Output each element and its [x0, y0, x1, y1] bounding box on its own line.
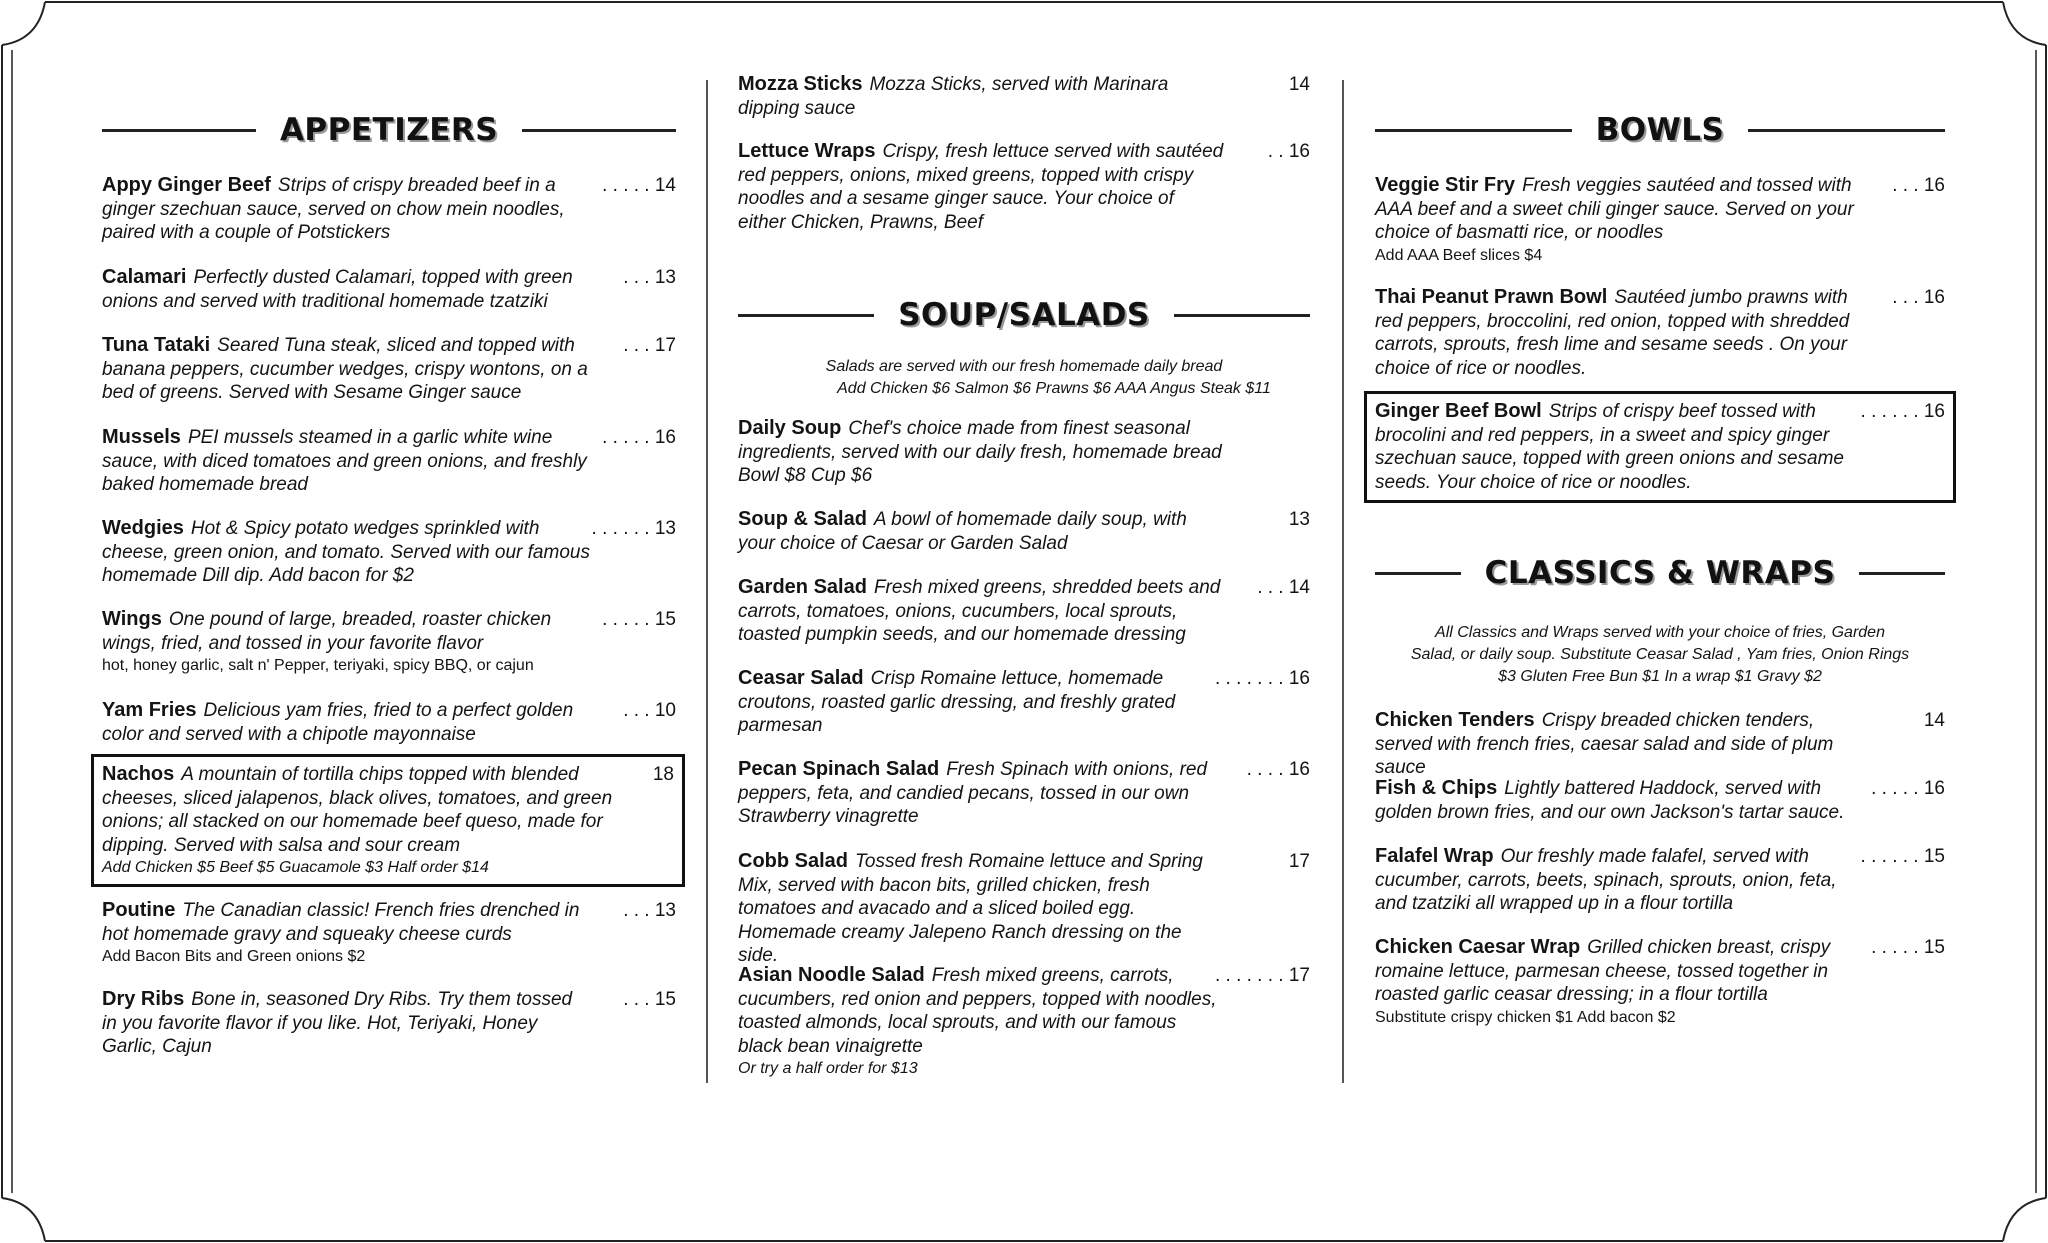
item-description: Fresh mixed greens, shredded beets and carrots, tomatoes, onions, cucumbers, local sprouts, toasted pumpkin seeds, and our homemade dressing: [738, 577, 1221, 645]
item-price: . . . 16: [1888, 174, 1945, 198]
intro-line: $3 Gluten Free Bun $1 In a wrap $1 Gravy $2: [1498, 668, 1822, 685]
item-description: Fresh mixed greens, carrots, cucumbers, red onion and peppers, topped with noodles, toasted almonds, local sprouts, and with our famous black bean vinaigrette: [738, 965, 1217, 1057]
item-description: Fresh veggies sautéed and tossed with AAA beef and a sweet chili ginger sauce. Served on your choice of basmatti rice, or noodles: [1375, 175, 1854, 243]
item-description: The Canadian classic! French fries drenched in hot homemade gravy and squeaky cheese curds: [102, 900, 580, 945]
menu-item-wings: [102, 608, 676, 676]
item-description: PEI mussels steamed in a garlic white wine sauce, with diced tomatoes and green onions, and freshly baked homemade bread: [102, 427, 587, 495]
menu-item-poutine: [102, 899, 676, 967]
soup-salads-heading: [738, 297, 1310, 333]
item-description: Sautéed jumbo prawns with red peppers, broccolini, red onion, topped with shredded carrots, sprouts, fresh lime and sesame seeds . On your choice of rice or noodles.: [1375, 287, 1850, 379]
item-price: . . . 13: [619, 266, 676, 290]
item-note: Add Chicken $5 Beef $5 Guacamole $3 Half order $14: [102, 859, 489, 876]
menu-item-mozza-sticks: [738, 73, 1310, 120]
menu-item-lettuce-wraps: [738, 140, 1310, 234]
menu-item-ceasar-salad: [738, 667, 1310, 738]
item-description: Lightly battered Haddock, served with golden brown fries, and our own Jackson's tartar sauce.: [1375, 778, 1845, 823]
item-description: A mountain of tortilla chips topped with blended cheeses, sliced jalapenos, black olives, tomatoes, and green onions; all stacked on our homemade beef queso, made for dipping. Served with salsa and sour cream: [102, 764, 613, 856]
classics-wraps-intro: [1375, 622, 1945, 688]
menu-item-asian-noodle-salad: [738, 964, 1310, 1079]
item-price: . . . . . . . 17: [1211, 964, 1310, 988]
item-name: Mussels: [102, 426, 181, 448]
item-name: Soup & Salad: [738, 508, 867, 530]
item-price: . . . . . 16: [598, 426, 676, 450]
intro-line: Salads are served with our fresh homemade daily bread: [825, 358, 1223, 375]
item-price: . . . . 16: [1243, 758, 1310, 782]
item-description: Tossed fresh Romaine lettuce and Spring Mix, served with bacon bits, grilled chicken, fresh tomatoes and avacado and a sliced boiled egg. Homemade creamy Jalepeno Ranch dressing on the side.: [738, 851, 1203, 966]
item-name: Ginger Beef Bowl: [1375, 400, 1542, 422]
item-price: 13: [1285, 508, 1310, 532]
item-description: Bone in, seasoned Dry Ribs. Try them tossed in you favorite flavor if you like. Hot, Teriyaki, Honey Garlic, Cajun: [102, 989, 573, 1057]
item-description: Delicious yam fries, fried to a perfect golden color and served with a chipotle mayonnaise: [102, 700, 574, 745]
item-description: Crispy, fresh lettuce served with sautéed red peppers, onions, mixed greens, topped with crispy noodles and a sesame ginger sauce. Your choice of either Chicken, Prawns, Beef: [738, 141, 1224, 233]
column-divider-left: [706, 80, 708, 1083]
item-name: Pecan Spinach Salad: [738, 758, 940, 780]
menu-item-chicken-caesar-wrap: [1375, 936, 1945, 1028]
item-description: Hot & Spicy potato wedges sprinkled with cheese, green onion, and tomato. Served with our famous homemade Dill dip. Add bacon for $2: [102, 518, 590, 586]
item-name: Cobb Salad: [738, 850, 849, 872]
item-price: . . . . . . 16: [1857, 400, 1945, 424]
item-name: Veggie Stir Fry: [1375, 174, 1516, 196]
item-description: Fresh Spinach with onions, red peppers, feta, and candied pecans, tossed in our own Strawberry vinagrette: [738, 759, 1208, 827]
item-description: Seared Tuna steak, sliced and topped with banana peppers, cucumber wedges, crispy wontons, on a bed of greens. Served with Sesame Ginger sauce: [102, 335, 588, 403]
classics-wraps-heading: [1375, 555, 1945, 591]
menu-item-veggie-stir-fry: [1375, 174, 1945, 266]
item-note: hot, honey garlic, salt n' Pepper, teriyaki, spicy BBQ, or cajun: [102, 657, 534, 674]
item-description: Perfectly dusted Calamari, topped with green onions and served with traditional homemade tzatziki: [102, 267, 573, 312]
item-name: Thai Peanut Prawn Bowl: [1375, 286, 1608, 308]
menu-item-soup-and-salad: [738, 508, 1310, 555]
item-note: Substitute crispy chicken $1 Add bacon $2: [1375, 1008, 1676, 1026]
item-price: . . . 15: [619, 988, 676, 1012]
menu-item-appy-ginger-beef: [102, 174, 676, 245]
item-description: A bowl of homemade daily soup, with your choice of Caesar or Garden Salad: [738, 509, 1187, 554]
item-price: 17: [1285, 850, 1310, 874]
item-price: . . . . . 15: [1867, 936, 1945, 960]
item-description: Crisp Romaine lettuce, homemade croutons, roasted garlic dressing, and freshly grated parmesan: [738, 668, 1176, 736]
item-price: . . . 14: [1253, 576, 1310, 600]
item-name: Dry Ribs: [102, 988, 185, 1010]
item-name: Garden Salad: [738, 576, 867, 598]
item-price: . . . . . 15: [598, 608, 676, 632]
menu-item-nachos: [94, 757, 682, 884]
item-name: Nachos: [102, 763, 175, 785]
menu-item-tuna-tataki: [102, 334, 676, 405]
section-title: BOWLS: [1595, 112, 1725, 148]
item-description: Chef's choice made from finest seasonal ingredients, served with our daily fresh, homemade bread Bowl $8 Cup $6: [738, 418, 1222, 486]
item-price: 14: [1285, 73, 1310, 97]
soup-salads-intro: [738, 356, 1310, 400]
item-note: Add Bacon Bits and Green onions $2: [102, 948, 366, 965]
item-note: Or try a half order for $13: [738, 1060, 918, 1077]
intro-line: Add Chicken $6 Salmon $6 Prawns $6 AAA Angus Steak $11: [837, 380, 1271, 397]
item-name: Chicken Caesar Wrap: [1375, 936, 1581, 958]
appetizers-heading: [102, 112, 676, 148]
intro-line: Salad, or daily soup. Substitute Ceasar Salad , Yam fries, Onion Rings: [1410, 646, 1910, 663]
item-description: Mozza Sticks, served with Marinara dipping sauce: [738, 74, 1169, 119]
item-name: Asian Noodle Salad: [738, 964, 925, 986]
item-name: Appy Ginger Beef: [102, 174, 271, 196]
bowls-heading: [1375, 112, 1945, 148]
item-description: Strips of crispy beef tossed with brocolini and red peppers, in a sweet and spicy ginger szechuan sauce, topped with green onions and sesame seeds. Your choice of rice or noodles.: [1375, 401, 1844, 493]
item-price: . . . 16: [1888, 286, 1945, 310]
item-price: . . . . . 16: [1867, 777, 1945, 801]
menu-item-garden-salad: [738, 576, 1310, 647]
section-title: CLASSICS & WRAPS: [1484, 555, 1836, 591]
menu-item-dry-ribs: [102, 988, 676, 1059]
item-price: . . . . . . . 16: [1211, 667, 1310, 691]
menu-item-calamari: [102, 266, 676, 313]
item-name: Falafel Wrap: [1375, 845, 1494, 867]
item-name: Lettuce Wraps: [738, 140, 876, 162]
item-price: . . . 10: [619, 699, 676, 723]
item-price: . . . . . . 13: [588, 517, 676, 541]
column-divider-right: [1342, 80, 1344, 1083]
item-price: . . 16: [1264, 140, 1310, 164]
section-title: APPETIZERS: [279, 112, 499, 148]
item-price: 14: [1920, 709, 1945, 733]
item-price: . . . . . 14: [598, 174, 676, 198]
menu-item-falafel-wrap: [1375, 845, 1945, 916]
item-note: Add AAA Beef slices $4: [1375, 246, 1543, 264]
item-description: One pound of large, breaded, roaster chicken wings, fried, and tossed in your favorite flavor: [102, 609, 552, 654]
item-price: . . . 13: [619, 899, 676, 923]
item-description: Our freshly made falafel, served with cucumber, carrots, beets, spinach, sprouts, onion, feta, and tzatziki all wrapped up in a flour tortilla: [1375, 846, 1837, 914]
item-price: 18: [649, 763, 674, 787]
item-name: Fish & Chips: [1375, 777, 1498, 799]
menu-item-chicken-tenders: [1375, 709, 1945, 780]
item-price: . . . 17: [619, 334, 676, 358]
section-title: SOUP/SALADS: [898, 297, 1150, 333]
item-name: Mozza Sticks: [738, 73, 863, 95]
menu-item-daily-soup: [738, 417, 1310, 488]
item-price: . . . . . . 15: [1857, 845, 1945, 869]
item-description: Crispy breaded chicken tenders, served with french fries, caesar salad and side of plum sauce: [1375, 710, 1834, 778]
item-name: Poutine: [102, 899, 176, 921]
item-name: Wings: [102, 608, 162, 630]
menu-item-ginger-beef-bowl: [1367, 394, 1953, 500]
item-name: Tuna Tataki: [102, 334, 211, 356]
item-name: Wedgies: [102, 517, 184, 539]
menu-item-mussels: [102, 426, 676, 497]
item-description: Grilled chicken breast, crispy romaine lettuce, parmesan cheese, tossed together in roasted garlic ceasar dressing; in a flour tortilla: [1375, 937, 1831, 1005]
menu-item-fish-and-chips: [1375, 777, 1945, 824]
menu-item-thai-peanut-prawn-bowl: [1375, 286, 1945, 380]
item-description: Strips of crispy breaded beef in a ginger szechuan sauce, served on chow mein noodles, paired with a couple of Potstickers: [102, 175, 565, 243]
menu-item-cobb-salad: [738, 850, 1310, 968]
menu-item-pecan-spinach-salad: [738, 758, 1310, 829]
intro-line: All Classics and Wraps served with your choice of fries, Garden: [1435, 624, 1885, 641]
item-name: Daily Soup: [738, 417, 842, 439]
item-name: Ceasar Salad: [738, 667, 864, 689]
item-name: Chicken Tenders: [1375, 709, 1535, 731]
menu-item-wedgies: [102, 517, 676, 588]
item-name: Calamari: [102, 266, 187, 288]
menu-item-yam-fries: [102, 699, 676, 746]
item-name: Yam Fries: [102, 699, 197, 721]
